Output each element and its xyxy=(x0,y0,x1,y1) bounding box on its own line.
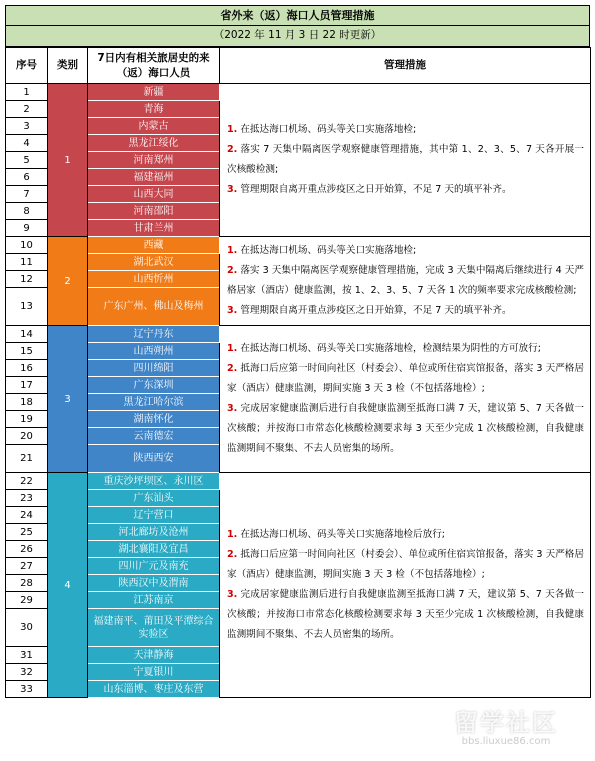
region-cell: 河北廊坊及沧州 xyxy=(88,524,220,541)
row-seq: 17 xyxy=(6,377,48,394)
region-cell: 云南德宏 xyxy=(88,428,220,445)
measure-text: 在抵达海口机场、码头等关口实施落地检后放行; xyxy=(240,529,446,540)
row-seq: 5 xyxy=(6,152,48,169)
measure-item xyxy=(227,545,584,585)
row-seq: 31 xyxy=(6,647,48,664)
measure-item xyxy=(227,525,584,545)
measure-number: 2. xyxy=(227,549,238,560)
region-cell: 西藏 xyxy=(88,237,220,254)
header-seq: 序号 xyxy=(6,48,48,84)
measure-number: 1. xyxy=(227,124,238,135)
region-cell: 江苏南京 xyxy=(88,592,220,609)
measure-number: 1. xyxy=(227,529,238,540)
row-seq: 8 xyxy=(6,203,48,220)
measure-number: 3. xyxy=(227,589,238,600)
measure-text: 在抵达海口机场、码头等关口实施落地检; xyxy=(240,124,417,135)
table-body xyxy=(6,84,591,698)
row-seq: 9 xyxy=(6,220,48,237)
region-cell: 湖北襄阳及宜昌 xyxy=(88,541,220,558)
measure-text: 完成居家健康监测后进行自我健康监测至抵海口满 7 天，建议第 5、7 天各做一次核酸；并按海口市常态化核酸检测要求每 3 天至少完成 1 次核酸检测，自我健康监测期间不聚集、不去人员密集的场所。 xyxy=(227,403,584,454)
table-row xyxy=(6,84,591,101)
measure-number: 1. xyxy=(227,343,238,354)
region-cell: 山西忻州 xyxy=(88,271,220,288)
region-cell: 内蒙古 xyxy=(88,118,220,135)
region-cell: 广东广州、佛山及梅州 xyxy=(88,288,220,326)
region-cell: 山东淄博、枣庄及东营 xyxy=(88,681,220,698)
header-category: 类别 xyxy=(48,48,88,84)
row-seq: 4 xyxy=(6,135,48,152)
measure-item xyxy=(227,261,584,301)
measure-text: 管理期限自离开重点涉疫区之日开始算，不足 7 天的填平补齐。 xyxy=(240,184,512,195)
watermark-url: bbs.liuxue86.com xyxy=(461,736,551,747)
table-row xyxy=(6,326,591,343)
region-cell: 重庆沙坪坝区、永川区 xyxy=(88,473,220,490)
row-seq: 20 xyxy=(6,428,48,445)
measure-number: 3. xyxy=(227,403,238,414)
row-seq: 13 xyxy=(6,288,48,326)
region-cell: 宁夏银川 xyxy=(88,664,220,681)
row-seq: 14 xyxy=(6,326,48,343)
measure-text: 完成居家健康监测后进行自我健康监测至抵海口满 7 天，建议第 5、7 天各做一次核酸；并按海口市常态化核酸检测要求每 3 天至少完成 1 次核酸检测，自我健康监测期间不聚集、不去人员密集的场所。 xyxy=(227,589,584,640)
row-seq: 28 xyxy=(6,575,48,592)
region-cell: 辽宁营口 xyxy=(88,507,220,524)
measure-cell xyxy=(220,84,591,237)
update-time: （2022 年 11 月 3 日 22 时更新） xyxy=(5,26,590,47)
measure-number: 2. xyxy=(227,144,238,155)
row-seq: 33 xyxy=(6,681,48,698)
region-cell: 湖北武汉 xyxy=(88,254,220,271)
measure-item xyxy=(227,399,584,459)
region-cell: 福建南平、莆田及平潭综合实验区 xyxy=(88,609,220,647)
measure-number: 2. xyxy=(227,265,238,276)
measure-text: 在抵达海口机场、码头等关口实施落地检，检测结果为阴性的方可放行; xyxy=(240,343,541,354)
region-cell: 广东汕头 xyxy=(88,490,220,507)
header-region: 7日内有相关旅居史的来（返）海口人员 xyxy=(88,48,220,84)
region-cell: 河南郑州 xyxy=(88,152,220,169)
row-seq: 11 xyxy=(6,254,48,271)
measure-text: 落实 3 天集中隔离医学观察健康管理措施，完成 3 天集中隔离后继续进行 4 天严格居家（酒店）健康监测，按 1、2、3、5、7 天各 1 次的频率要求完成核酸检测; xyxy=(227,265,584,296)
watermark-text: 留学社区 xyxy=(454,709,558,737)
category-cell: 3 xyxy=(48,326,88,473)
region-cell: 天津静海 xyxy=(88,647,220,664)
region-cell: 陕西汉中及渭南 xyxy=(88,575,220,592)
region-cell: 辽宁丹东 xyxy=(88,326,220,343)
row-seq: 23 xyxy=(6,490,48,507)
table-row xyxy=(6,473,591,490)
row-seq: 15 xyxy=(6,343,48,360)
category-cell: 2 xyxy=(48,237,88,326)
row-seq: 24 xyxy=(6,507,48,524)
region-cell: 黑龙江绥化 xyxy=(88,135,220,152)
table-header-row xyxy=(6,48,591,84)
row-seq: 21 xyxy=(6,445,48,473)
row-seq: 12 xyxy=(6,271,48,288)
region-cell: 山西朔州 xyxy=(88,343,220,360)
row-seq: 25 xyxy=(6,524,48,541)
measure-item xyxy=(227,359,584,399)
row-seq: 32 xyxy=(6,664,48,681)
measure-cell xyxy=(220,237,591,326)
row-seq: 18 xyxy=(6,394,48,411)
measure-cell xyxy=(220,326,591,473)
row-seq: 16 xyxy=(6,360,48,377)
row-seq: 2 xyxy=(6,101,48,118)
table-row xyxy=(6,237,591,254)
row-seq: 6 xyxy=(6,169,48,186)
region-cell: 新疆 xyxy=(88,84,220,101)
measure-item xyxy=(227,180,584,200)
region-cell: 陕西西安 xyxy=(88,445,220,473)
measure-number: 3. xyxy=(227,305,238,316)
measure-item xyxy=(227,585,584,645)
watermark-logo xyxy=(431,703,581,747)
measure-number: 2. xyxy=(227,363,238,374)
category-cell: 4 xyxy=(48,473,88,698)
region-cell: 山西大同 xyxy=(88,186,220,203)
row-seq: 1 xyxy=(6,84,48,101)
category-cell: 1 xyxy=(48,84,88,237)
measure-item xyxy=(227,301,584,321)
row-seq: 27 xyxy=(6,558,48,575)
measure-text: 抵海口后应第一时间向社区（村委会）、单位或所住宿宾馆报备，落实 3 天严格居家（酒店）健康监测，期间实施 3 天 3 检（不包括落地检）; xyxy=(227,549,584,580)
measure-text: 在抵达海口机场、码头等关口实施落地检; xyxy=(240,245,417,256)
region-cell: 黑龙江哈尔滨 xyxy=(88,394,220,411)
row-seq: 19 xyxy=(6,411,48,428)
measure-item xyxy=(227,140,584,180)
region-cell: 四川绵阳 xyxy=(88,360,220,377)
region-cell: 甘肃兰州 xyxy=(88,220,220,237)
measure-number: 3. xyxy=(227,184,238,195)
region-cell: 四川广元及南充 xyxy=(88,558,220,575)
header-measure: 管理措施 xyxy=(220,48,591,84)
row-seq: 26 xyxy=(6,541,48,558)
row-seq: 10 xyxy=(6,237,48,254)
measure-number: 1. xyxy=(227,245,238,256)
row-seq: 22 xyxy=(6,473,48,490)
measures-table xyxy=(5,47,591,698)
measure-item xyxy=(227,241,584,261)
row-seq: 29 xyxy=(6,592,48,609)
region-cell: 福建福州 xyxy=(88,169,220,186)
region-cell: 河南邵阳 xyxy=(88,203,220,220)
measure-text: 落实 7 天集中隔离医学观察健康管理措施，其中第 1、2、3、5、7 天各开展一次核酸检测; xyxy=(227,144,584,175)
row-seq: 7 xyxy=(6,186,48,203)
region-cell: 广东深圳 xyxy=(88,377,220,394)
measure-item xyxy=(227,339,584,359)
measure-text: 管理期限自离开重点涉疫区之日开始算，不足 7 天的填平补齐。 xyxy=(240,305,512,316)
region-cell: 湖南怀化 xyxy=(88,411,220,428)
policy-sheet xyxy=(5,5,590,698)
row-seq: 3 xyxy=(6,118,48,135)
page-title: 省外来（返）海口人员管理措施 xyxy=(5,5,590,26)
region-cell: 青海 xyxy=(88,101,220,118)
measure-text: 抵海口后应第一时间向社区（村委会）、单位或所住宿宾馆报备，落实 3 天严格居家（酒店）健康监测，期间实施 3 天 3 检（不包括落地检）; xyxy=(227,363,584,394)
measure-cell xyxy=(220,473,591,698)
measure-item xyxy=(227,120,584,140)
row-seq: 30 xyxy=(6,609,48,647)
